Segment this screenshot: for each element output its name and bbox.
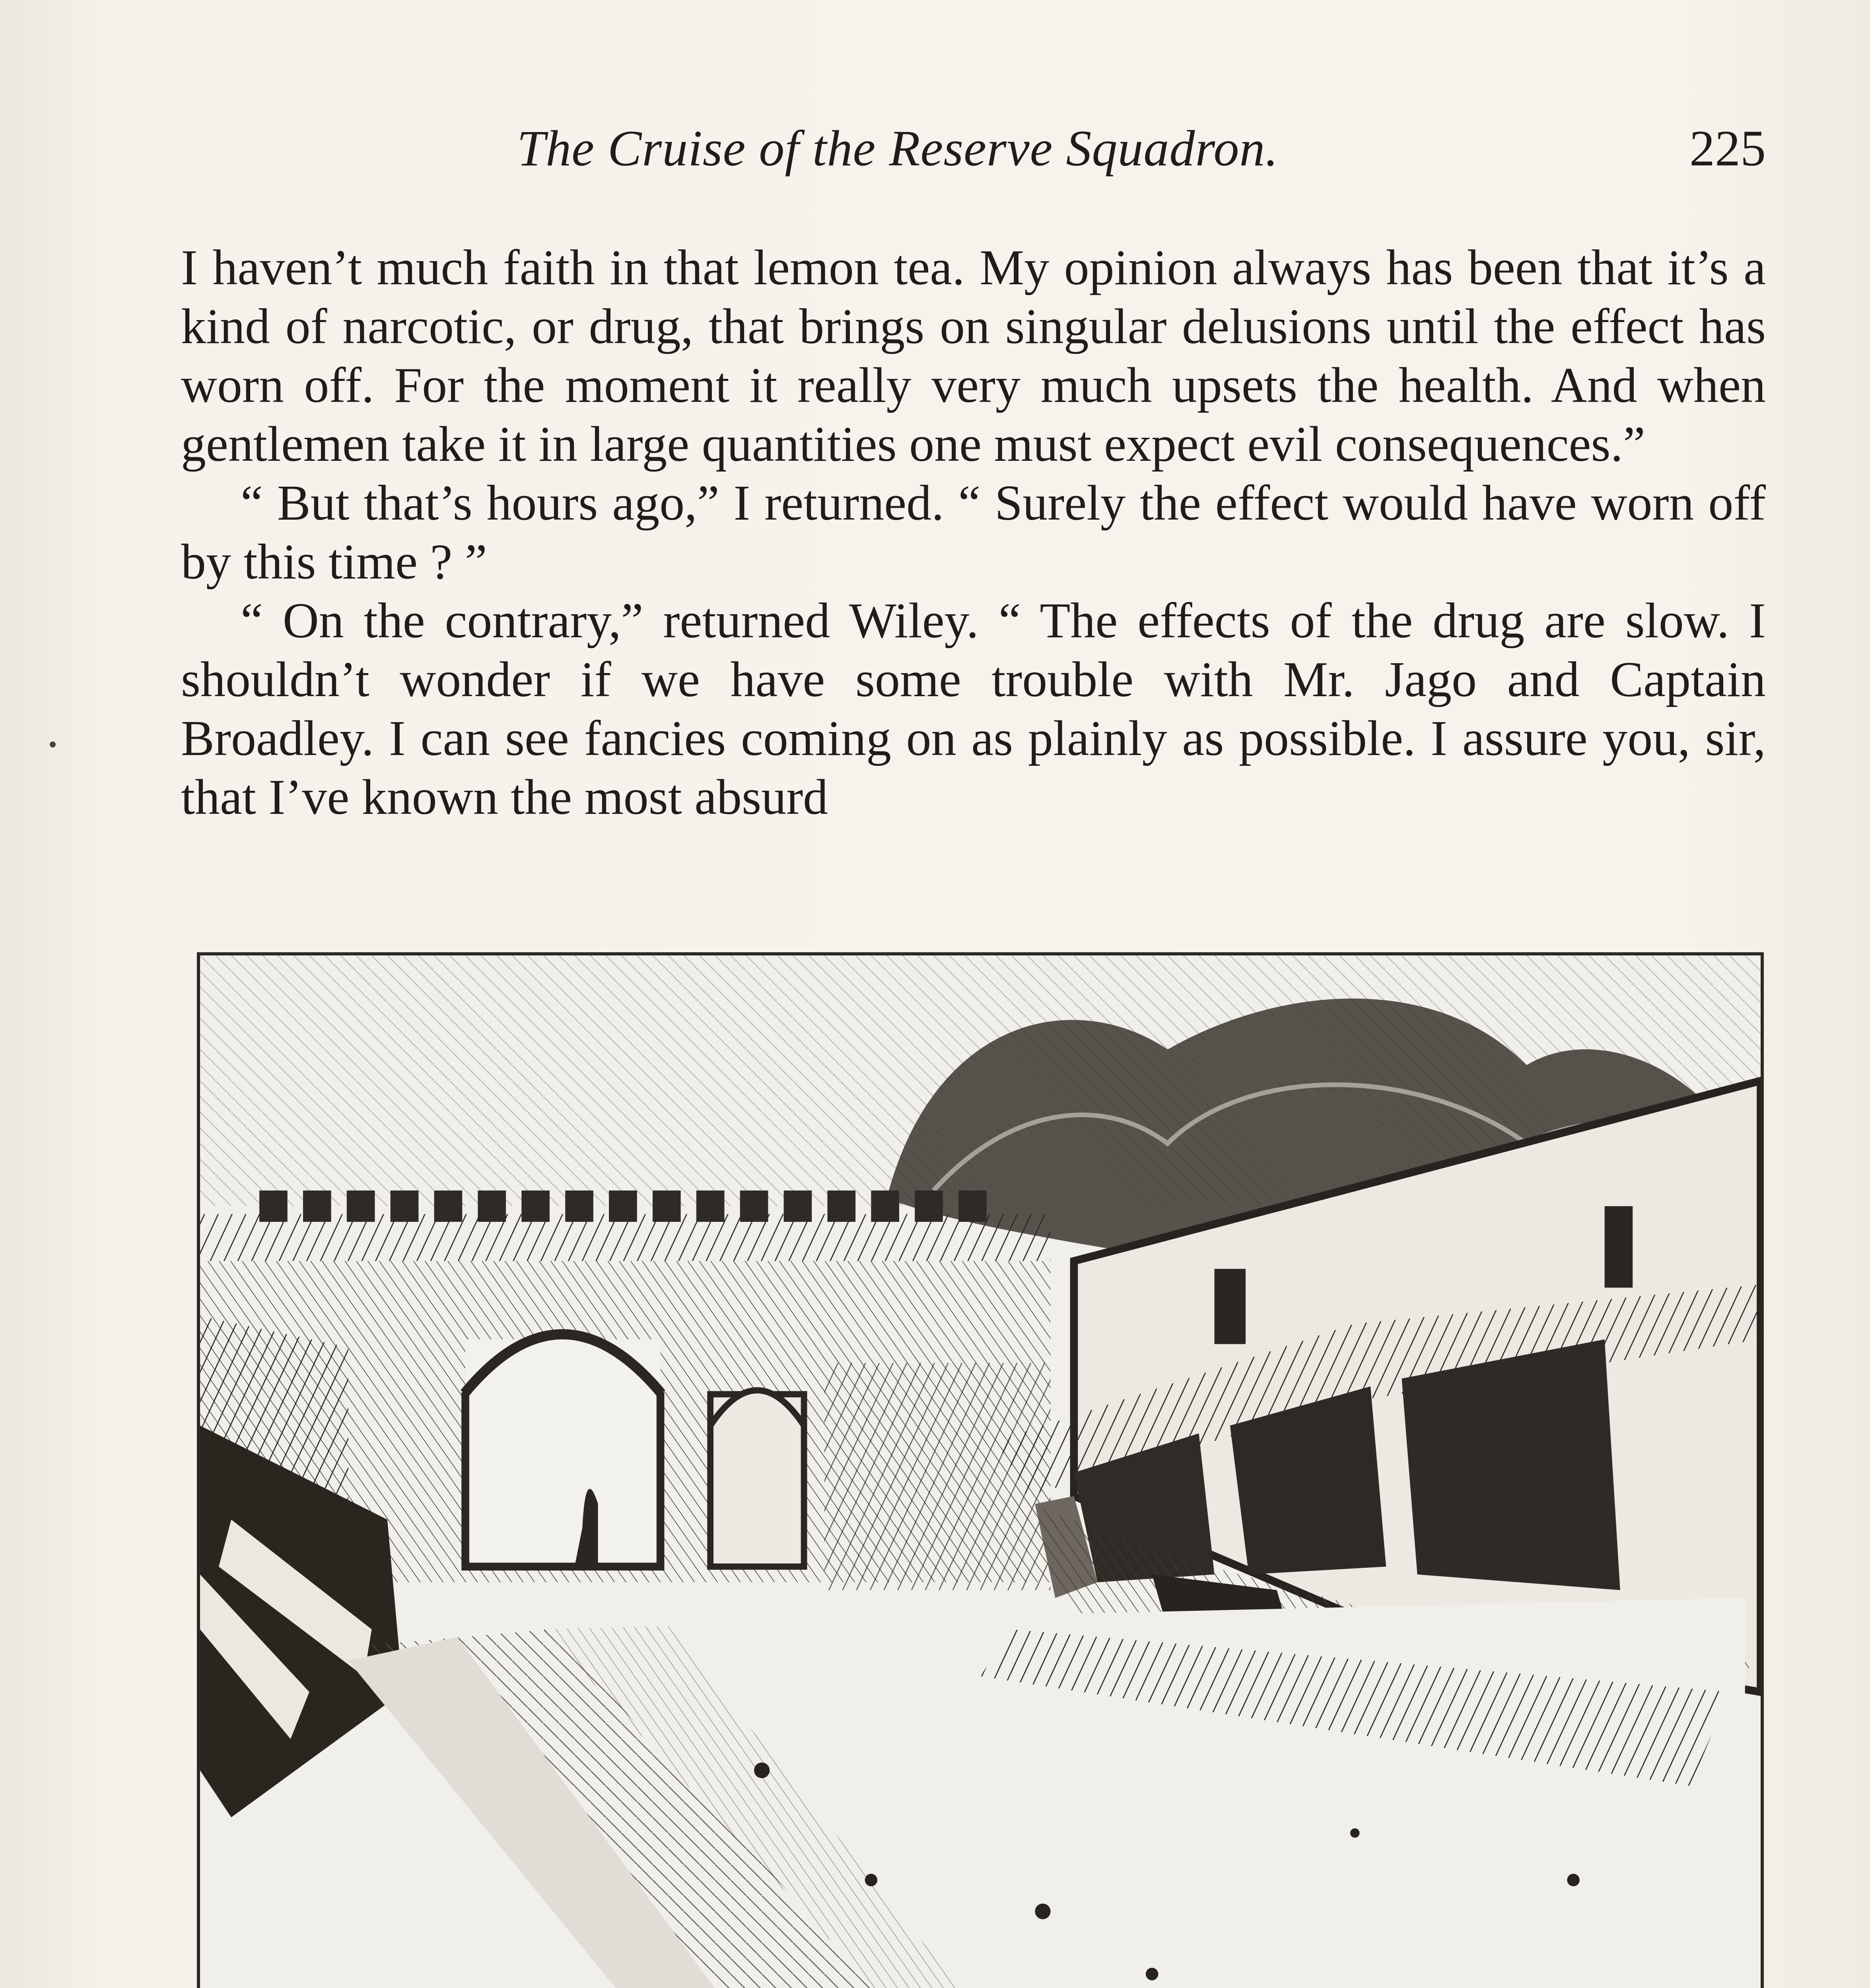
page-number: 225 xyxy=(1689,120,1766,177)
paragraph-1: I haven’t much faith in that lemon tea. My opinion always has been that it’s a kind of narcotic, or drug, that brings on singular delusions until the effect has worn off. For the moment it really very much upsets the health. And when gentlemen take it in large quantities one must expect evil consequences.” xyxy=(181,240,1766,472)
running-header xyxy=(179,119,1766,183)
gate-of-tangiers-illustration xyxy=(197,952,1764,1988)
running-title: The Cruise of the Reserve Squadron. xyxy=(517,120,1279,177)
paper-speck xyxy=(50,742,56,747)
paragraph-2: “ But that’s hours ago,” I returned. “ Surely the effect would have worn off by this time ? ” xyxy=(181,476,1766,590)
engraving-image xyxy=(200,955,1761,1988)
paragraph-3: “ On the contrary,” returned Wiley. “ The effects of the drug are slow. I shouldn’t wonder if we have some trouble with Mr. Jago and Captain Broadley. I can see fancies coming on as plainly as possible. I assure you, sir, that I’ve known the most absurd xyxy=(181,593,1766,825)
top-text-block xyxy=(181,239,1766,827)
